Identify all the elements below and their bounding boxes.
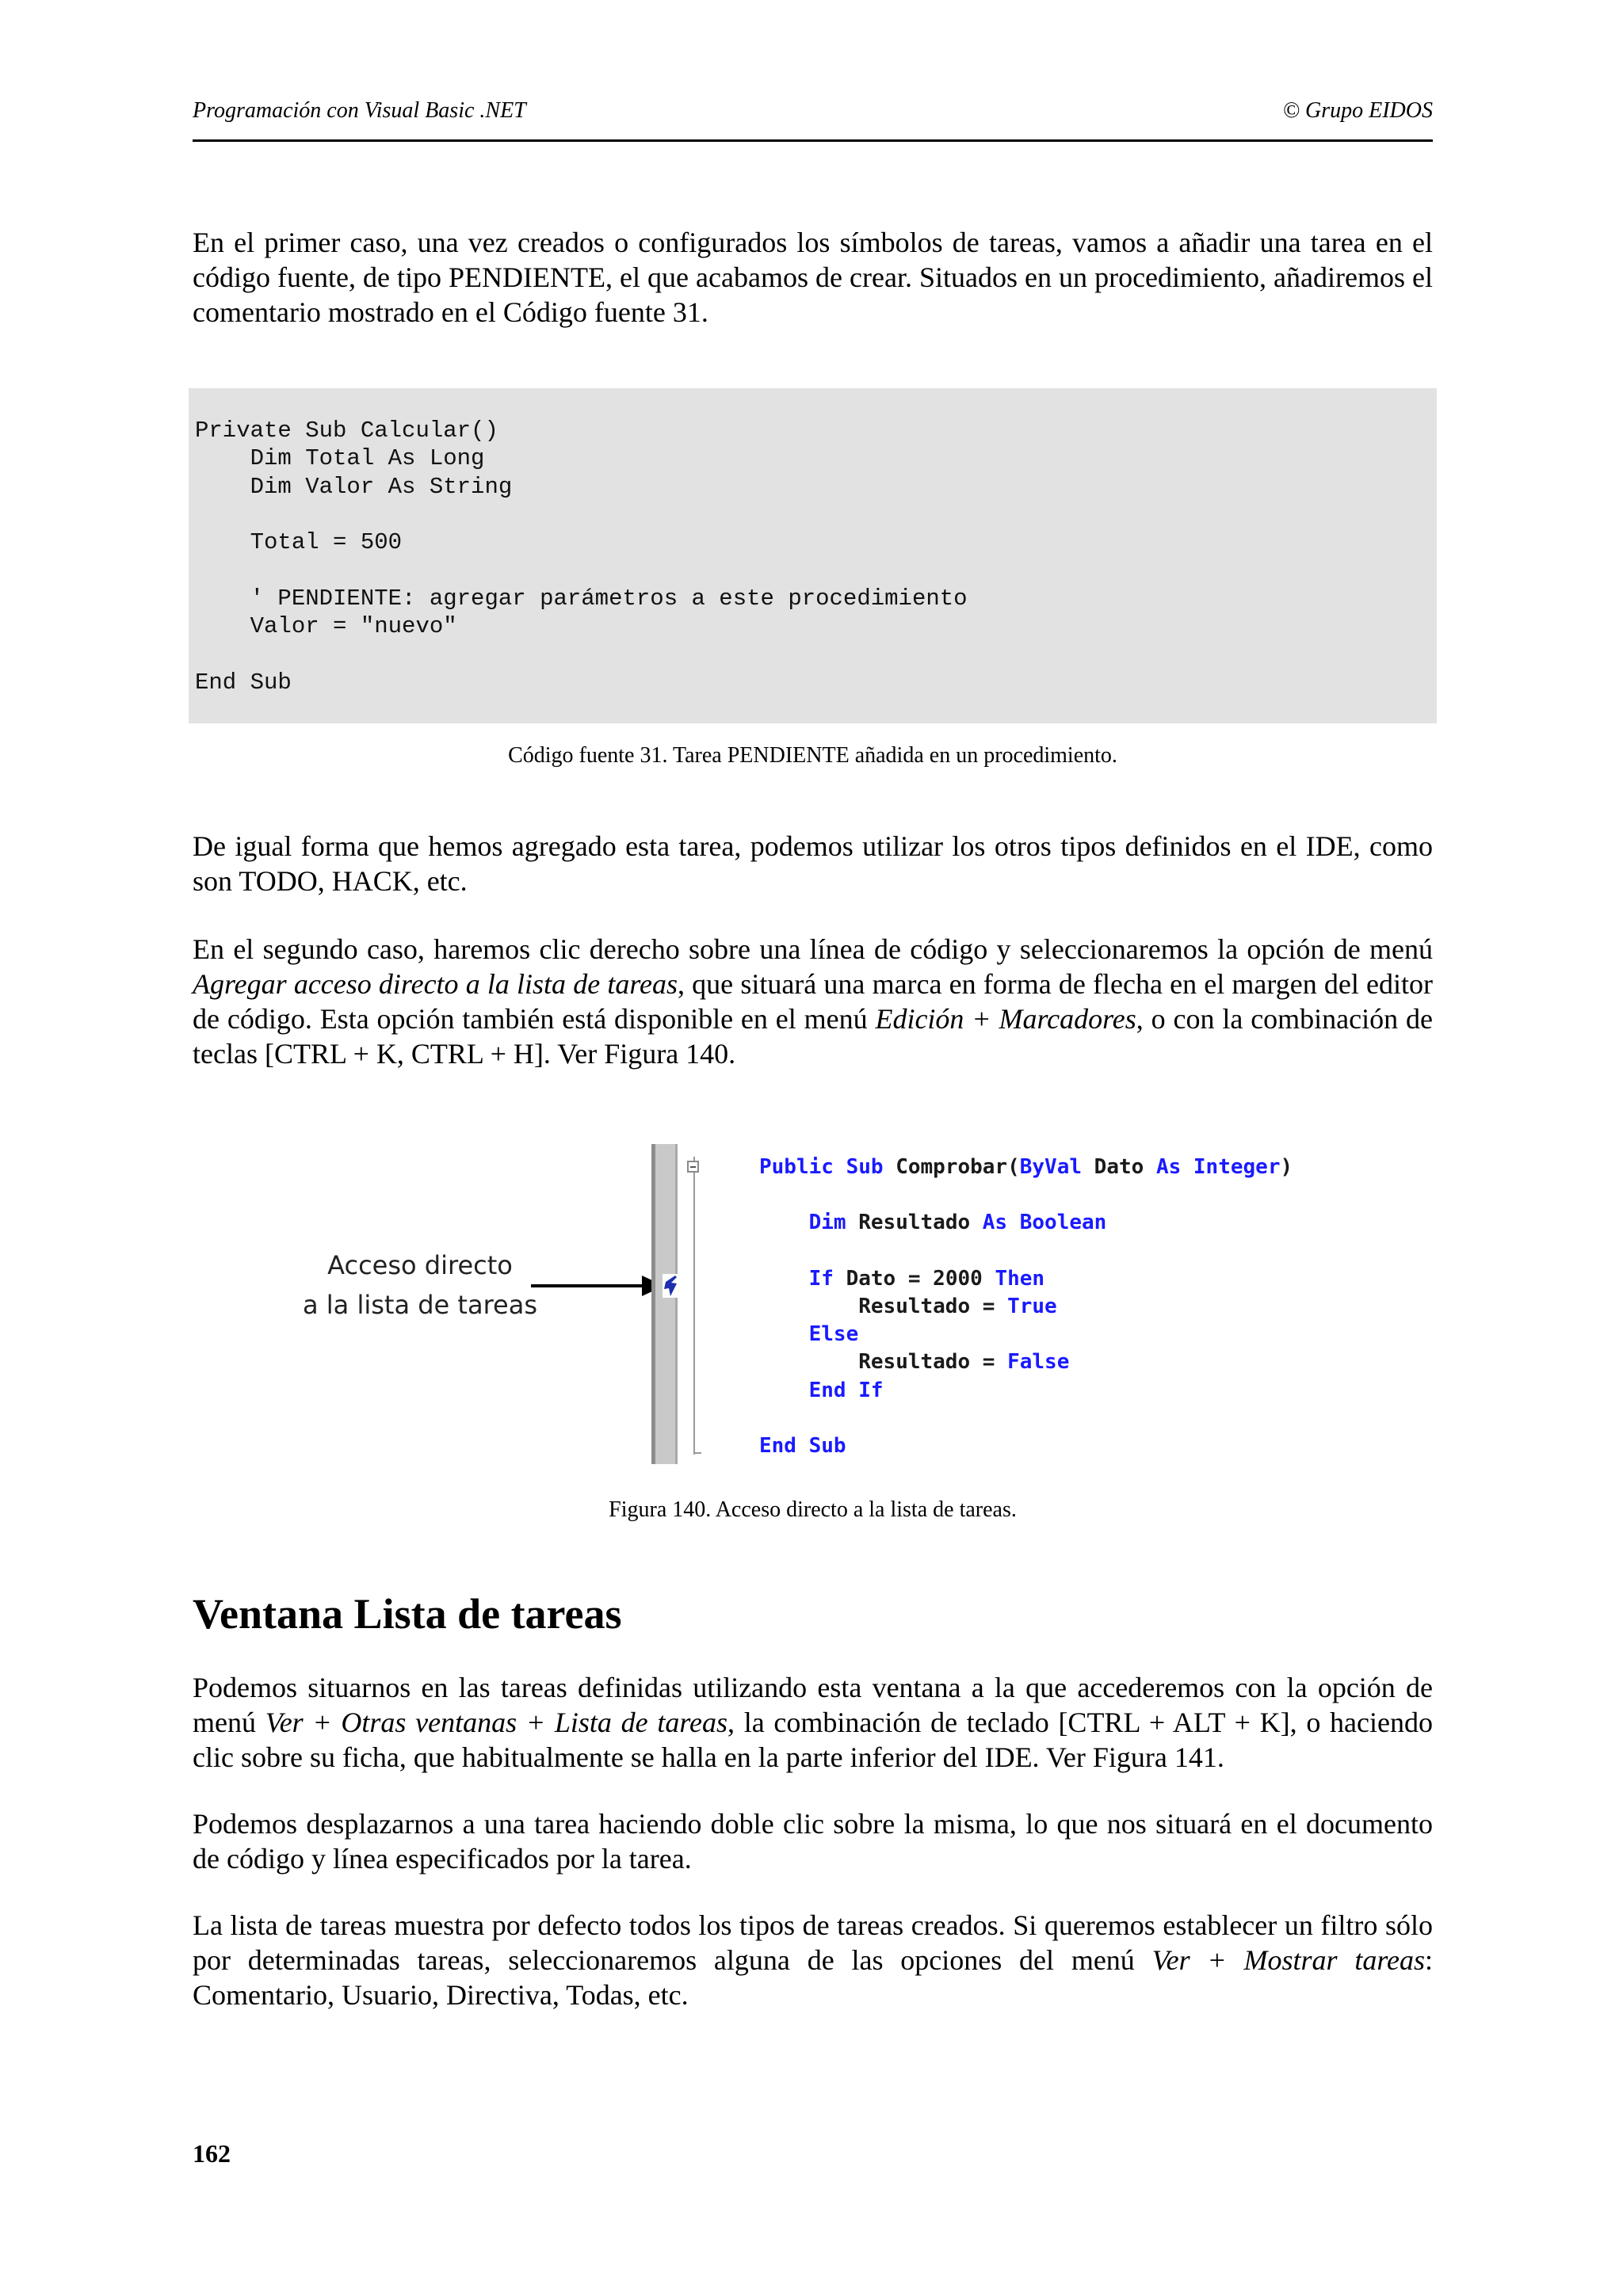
code-caption: Código fuente 31. Tarea PENDIENTE añadida en un procedimiento. [508,743,1117,768]
pointer-arrow-icon [531,1272,664,1299]
outline-line [693,1157,695,1455]
figure-caption: Figura 140. Acceso directo a la lista de tareas. [609,1497,1017,1522]
code-listing [189,388,1437,723]
paragraph-6 [193,1908,1433,2012]
code-keyword: True [1007,1295,1057,1319]
section-heading: Ventana Lista de tareas [193,1590,622,1638]
code-text: Dato [1082,1155,1156,1179]
paragraph-3-text-a: En el segundo caso, haremos clic derecho sobre una línea de código y seleccionaremos la opción de menú [193,933,1433,965]
menu-path-ver-mostrar: Ver + Mostrar tareas [1151,1944,1425,1976]
paragraph-6-text-a: La lista de tareas muestra por defecto todos los tipos de tareas creados. Si queremos establecer un filtro sólo por determinadas tareas, seleccionaremos alguna de las opciones del menú [193,1909,1433,1976]
code-keyword: Else [808,1322,859,1347]
code-keyword: Then [995,1266,1045,1291]
bookmark-arrow-icon[interactable] [663,1274,680,1298]
paragraph-3-text-e: , o con la combinación de teclas [CTRL + K, CTRL + H]. Ver Figura 140. [193,1003,1433,1070]
code-keyword: If [808,1266,834,1291]
code-text: Resultado = [858,1295,1008,1319]
code-keyword: End Sub [759,1434,846,1459]
paragraph-3 [193,932,1433,1071]
code-keyword: ByVal [1019,1155,1083,1179]
page-number: 162 [193,2139,231,2168]
code-keyword: False [1007,1350,1070,1375]
code-keyword: Dim [808,1211,846,1235]
code-keyword: Public Sub [759,1155,884,1179]
figure-label-line-2: a la lista de tareas [303,1290,537,1320]
paragraph-4-text-c: , la combinación de teclado [CTRL + ALT + K], o haciendo clic sobre su ficha, que habitualmente se halla en la parte inferior del IDE. Ver Figura 141. [193,1707,1433,1773]
paragraph-5: Podemos desplazarnos a una tarea haciendo doble clic sobre la misma, lo que nos situará en el documento de código y línea especificados por la tarea. [193,1808,1433,1875]
paragraph-4-text-a: Podemos situarnos en las tareas definidas utilizando esta ventana a la que accederemos con la opción de menú [193,1672,1433,1738]
code-listing-text: Private Sub Calcular() Dim Total As Long Dim Valor As String Total = 500 ' PENDIENTE: agregar parámetros a este procedimiento Valor = "nuevo" End Sub [195,418,968,696]
code-keyword: End If [808,1378,884,1402]
paragraph-6-text-c: : Comentario, Usuario, Directiva, Todas, etc. [193,1944,1433,2011]
code-text: Dato = 2000 [833,1266,995,1291]
code-text: Resultado [846,1211,983,1235]
collapse-box-icon[interactable] [687,1161,699,1173]
code-text: ) [1280,1155,1293,1179]
running-header [193,95,1433,142]
code-text: Resultado = [858,1350,1008,1375]
editor-gutter [651,1144,683,1464]
figure-code [759,1154,1293,1460]
code-text: Comprobar( [883,1155,1020,1179]
paragraph-2: De igual forma que hemos agregado esta tarea, podemos utilizar los otros tipos definidos en el IDE, como son TODO, HACK, etc. [193,830,1433,897]
paragraph-3-text-c: , que situará una marca en forma de flecha en el margen del editor de código. Esta opción también está disponible en el menú [193,968,1433,1035]
figure-label [293,1245,547,1325]
figure-140 [293,1141,1347,1470]
code-keyword: As Integer [1155,1155,1281,1179]
paragraph-4 [193,1670,1433,1775]
paragraph-1: En el primer caso, una vez creados o configurados los símbolos de tareas, vamos a añadir una tarea en el código fuente, de tipo PENDIENTE, el que acabamos de crear. Situados en un procedimiento, añadiremos el comentario mostrado en el Código fuente 31. [193,227,1433,328]
menu-path-ver-lista: Ver + Otras ventanas + Lista de tareas [265,1707,727,1738]
header-publisher: © Grupo EIDOS [1282,98,1433,123]
outline-end-tick [693,1452,701,1454]
code-keyword: As Boolean [982,1211,1107,1235]
menu-option-agregar-acceso: Agregar acceso directo a la lista de tareas [193,968,678,1000]
figure-label-line-1: Acceso directo [327,1250,513,1280]
header-title: Programación con Visual Basic .NET [193,98,526,123]
menu-path-edicion: Edición + Marcadores [875,1003,1136,1035]
